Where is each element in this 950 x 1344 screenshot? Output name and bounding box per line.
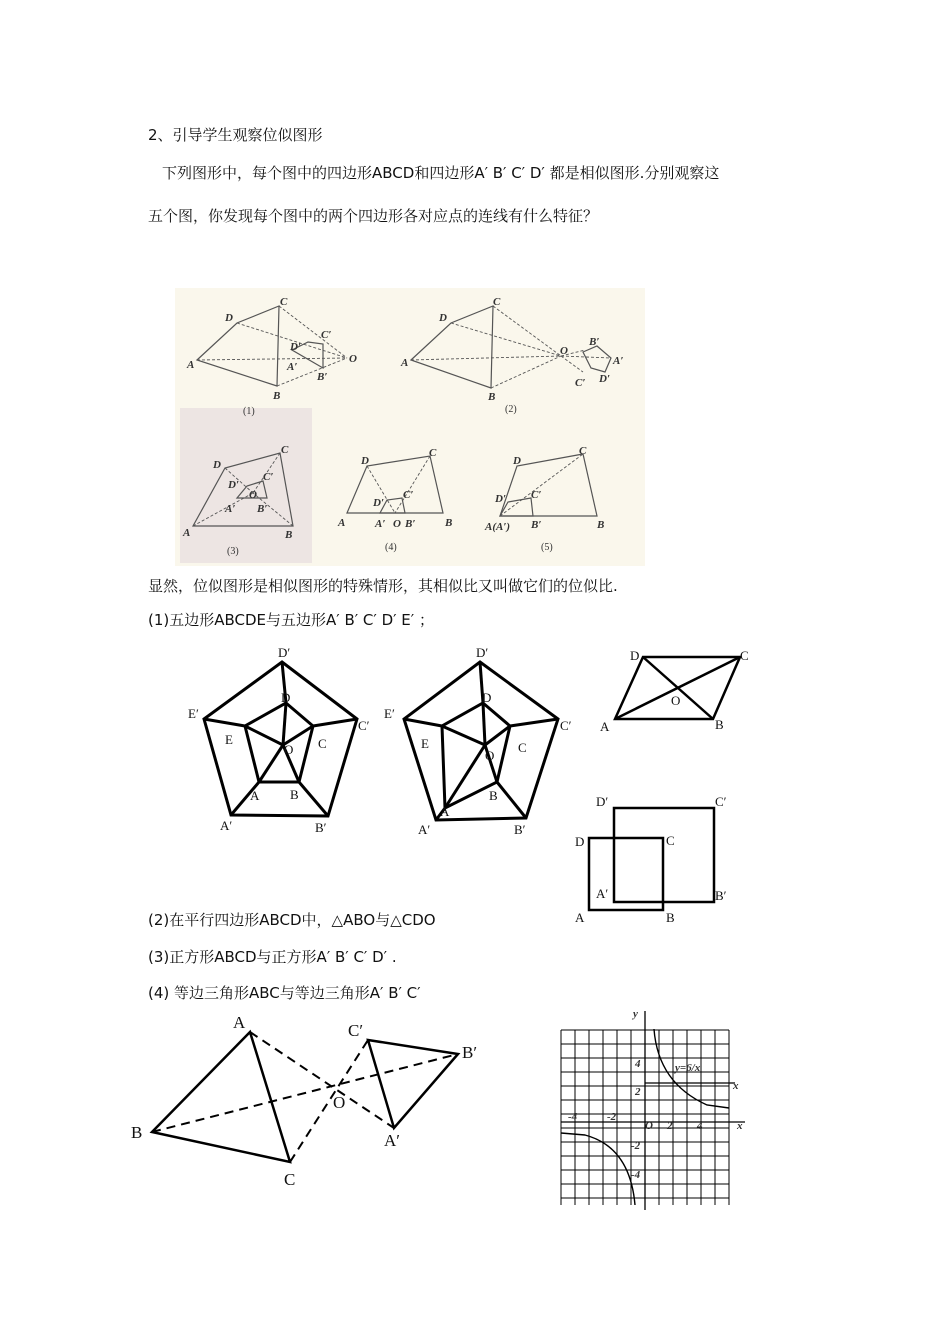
sq-label-b: B [666, 910, 675, 925]
pent1-label-c1: C′ [358, 718, 370, 733]
fig4-label-d: D [361, 455, 369, 467]
tick-x-m2: -2 [607, 1111, 617, 1123]
fig3-label-a: A [183, 527, 191, 539]
para-label-a: A [600, 719, 610, 734]
sq-label-b1: B′ [715, 888, 727, 903]
fig2-label-d: D [439, 312, 447, 324]
fig5-label-d: D [513, 455, 521, 467]
pent1-label-e: E [225, 732, 233, 747]
pent2-label-c1: C′ [560, 718, 572, 733]
item-1-text: (1)五边形ABCDE与五边形A′ B′ C′ D′ E′ ； [148, 611, 434, 629]
fig2-label-a: A [401, 357, 409, 369]
parallelogram-figure [595, 645, 755, 735]
fig2-label-b1: B′ [589, 336, 600, 348]
fig3-label-c: C [281, 444, 289, 456]
item-2-text: (2)在平行四边形ABCD中，△ABO与△CDO [148, 911, 436, 929]
axis-label-x-upper: x [733, 1080, 739, 1092]
fig1-label-o: O [349, 353, 357, 365]
pent2-label-e: E [421, 736, 429, 751]
fig3-label-d1: D′ [228, 479, 240, 491]
hyperbola-grid-figure [555, 1005, 755, 1215]
homothety-figures-panel [175, 288, 650, 568]
tri-label-c: C [284, 1170, 296, 1189]
fig2-label-d1: D′ [599, 373, 611, 385]
fig3-label-a1: A′ [225, 503, 236, 515]
triangle-abc [152, 1032, 290, 1162]
diagonal-bd [643, 657, 713, 719]
pent1-label-o: O [284, 742, 294, 757]
pent1-label-b: B [290, 787, 299, 802]
sq-label-c: C [666, 833, 675, 848]
tri-label-o: O [333, 1093, 346, 1112]
pent1-label-b1: B′ [315, 820, 327, 835]
fig4-label-b: B [445, 517, 453, 529]
fig4-label-b1: B′ [405, 518, 416, 530]
tri-label-b1: B′ [462, 1043, 478, 1062]
fig2-label-a1: A′ [613, 355, 624, 367]
tick-y-2: 2 [635, 1086, 641, 1098]
fig1-label-a: A [187, 359, 195, 371]
triangles-figure [128, 1010, 498, 1195]
hyperbola-branch-2 [561, 1133, 635, 1205]
section-heading: 2、引导学生观察位似图形 [148, 126, 323, 144]
conclusion-text: 显然，位似图形是相似图形的特殊情形，其相似比又叫做它们的位似比. [148, 577, 618, 595]
axis-label-y: y [633, 1008, 638, 1020]
caption-5: (5) [541, 542, 553, 553]
pent2-label-d1: D′ [476, 645, 489, 660]
fig3-label-d: D [213, 459, 221, 471]
pent1-label-c: C [318, 736, 327, 751]
para-label-c: C [740, 648, 749, 663]
para-label-o: O [671, 693, 681, 708]
sq-label-d1: D′ [596, 794, 609, 809]
fig2-label-b: B [488, 391, 496, 403]
fig5-label-b1: B′ [531, 519, 542, 531]
item-3-text: (3)正方形ABCD与正方形A′ B′ C′ D′ . [148, 948, 397, 966]
pent2-label-a: A [440, 804, 450, 819]
pent2-label-e1: E′ [384, 706, 395, 721]
fig5-label-b: B [597, 519, 605, 531]
pent2-label-o: O [485, 748, 495, 763]
pent2-label-b1: B′ [514, 822, 526, 837]
fig1-label-b: B [273, 390, 281, 402]
pent1-label-d1: D′ [278, 645, 291, 660]
fig2-label-o: O [560, 345, 568, 357]
intro-line-2: 五个图，你发现每个图中的两个四边形各对应点的连线有什么特征？ [148, 207, 599, 225]
pent2-label-a1: A′ [418, 822, 431, 837]
fig2-label-c1: C′ [575, 377, 586, 389]
fig1-label-c1: C′ [321, 329, 332, 341]
fig5-label-d1: D′ [495, 493, 507, 505]
para-label-b: B [715, 717, 724, 732]
pent2-label-b: B [489, 788, 498, 803]
fig5-label-aa1: A(A′) [485, 521, 511, 533]
fig4-label-a: A [338, 517, 346, 529]
fig1-label-c: C [280, 296, 288, 308]
fig4-label-d1: D′ [373, 497, 385, 509]
fig2-label-c: C [493, 296, 501, 308]
pent1-label-d: D [281, 690, 291, 705]
tick-y-m4: -4 [631, 1169, 641, 1181]
caption-1: (1) [243, 406, 255, 417]
fig1-label-d1: D′ [290, 341, 302, 353]
fig1-label-a1: A′ [287, 361, 298, 373]
fig5-label-c1: C′ [531, 489, 542, 501]
fig4-label-a1: A′ [375, 518, 386, 530]
fig4-label-o: O [393, 518, 401, 530]
intro-line-1: 下列图形中，每个图中的四边形ABCD和四边形A′ B′ C′ D′ 都是相似图形.分别观察这 [162, 164, 720, 182]
pent1-label-e1: E′ [188, 706, 199, 721]
tick-y-m2: -2 [631, 1140, 641, 1152]
squares-figure [572, 790, 742, 930]
sq-label-a1: A′ [596, 886, 609, 901]
pent2-label-d: D [482, 690, 492, 705]
pent1-label-a1: A′ [220, 818, 233, 833]
sq-label-c1: C′ [715, 794, 727, 809]
axis-label-x: x [737, 1120, 743, 1132]
caption-4: (4) [385, 542, 397, 553]
fig3-label-b: B [285, 529, 293, 541]
tick-origin: O [645, 1120, 653, 1132]
equation-label: y=6/x [675, 1062, 701, 1074]
tri-label-c1: C′ [348, 1021, 364, 1040]
fig4-label-c: C [429, 447, 437, 459]
caption-2: (2) [505, 404, 517, 415]
pent1-label-a: A [250, 788, 260, 803]
item-4-text: (4) 等边三角形ABC与等边三角形A′ B′ C′ [148, 984, 421, 1002]
fig1-label-b1: B′ [317, 371, 328, 383]
triangle-a1b1c1 [368, 1040, 458, 1128]
tick-x-2: 2 [667, 1120, 673, 1132]
tick-x-m4: -4 [568, 1111, 578, 1123]
sq-label-d: D [575, 834, 585, 849]
tick-x-4: 4 [697, 1120, 703, 1132]
pent2-label-c: C [518, 740, 527, 755]
pentagon-figures [180, 640, 580, 840]
caption-3: (3) [227, 546, 239, 557]
fig3-label-o: O [249, 489, 257, 501]
tri-label-a1: A′ [384, 1131, 400, 1150]
fig5-label-c: C [579, 445, 587, 457]
fig4-label-c1: C′ [403, 489, 414, 501]
para-label-d: D [630, 648, 640, 663]
sq-label-a: A [575, 910, 585, 925]
fig1-label-d: D [225, 312, 233, 324]
pentagon-inner-right [442, 703, 510, 808]
tri-label-a: A [233, 1013, 246, 1032]
fig3-label-c1: C′ [263, 471, 274, 483]
fig3-label-b1: B′ [257, 503, 268, 515]
tri-label-b: B [131, 1123, 143, 1142]
tick-y-4: 4 [635, 1058, 641, 1070]
